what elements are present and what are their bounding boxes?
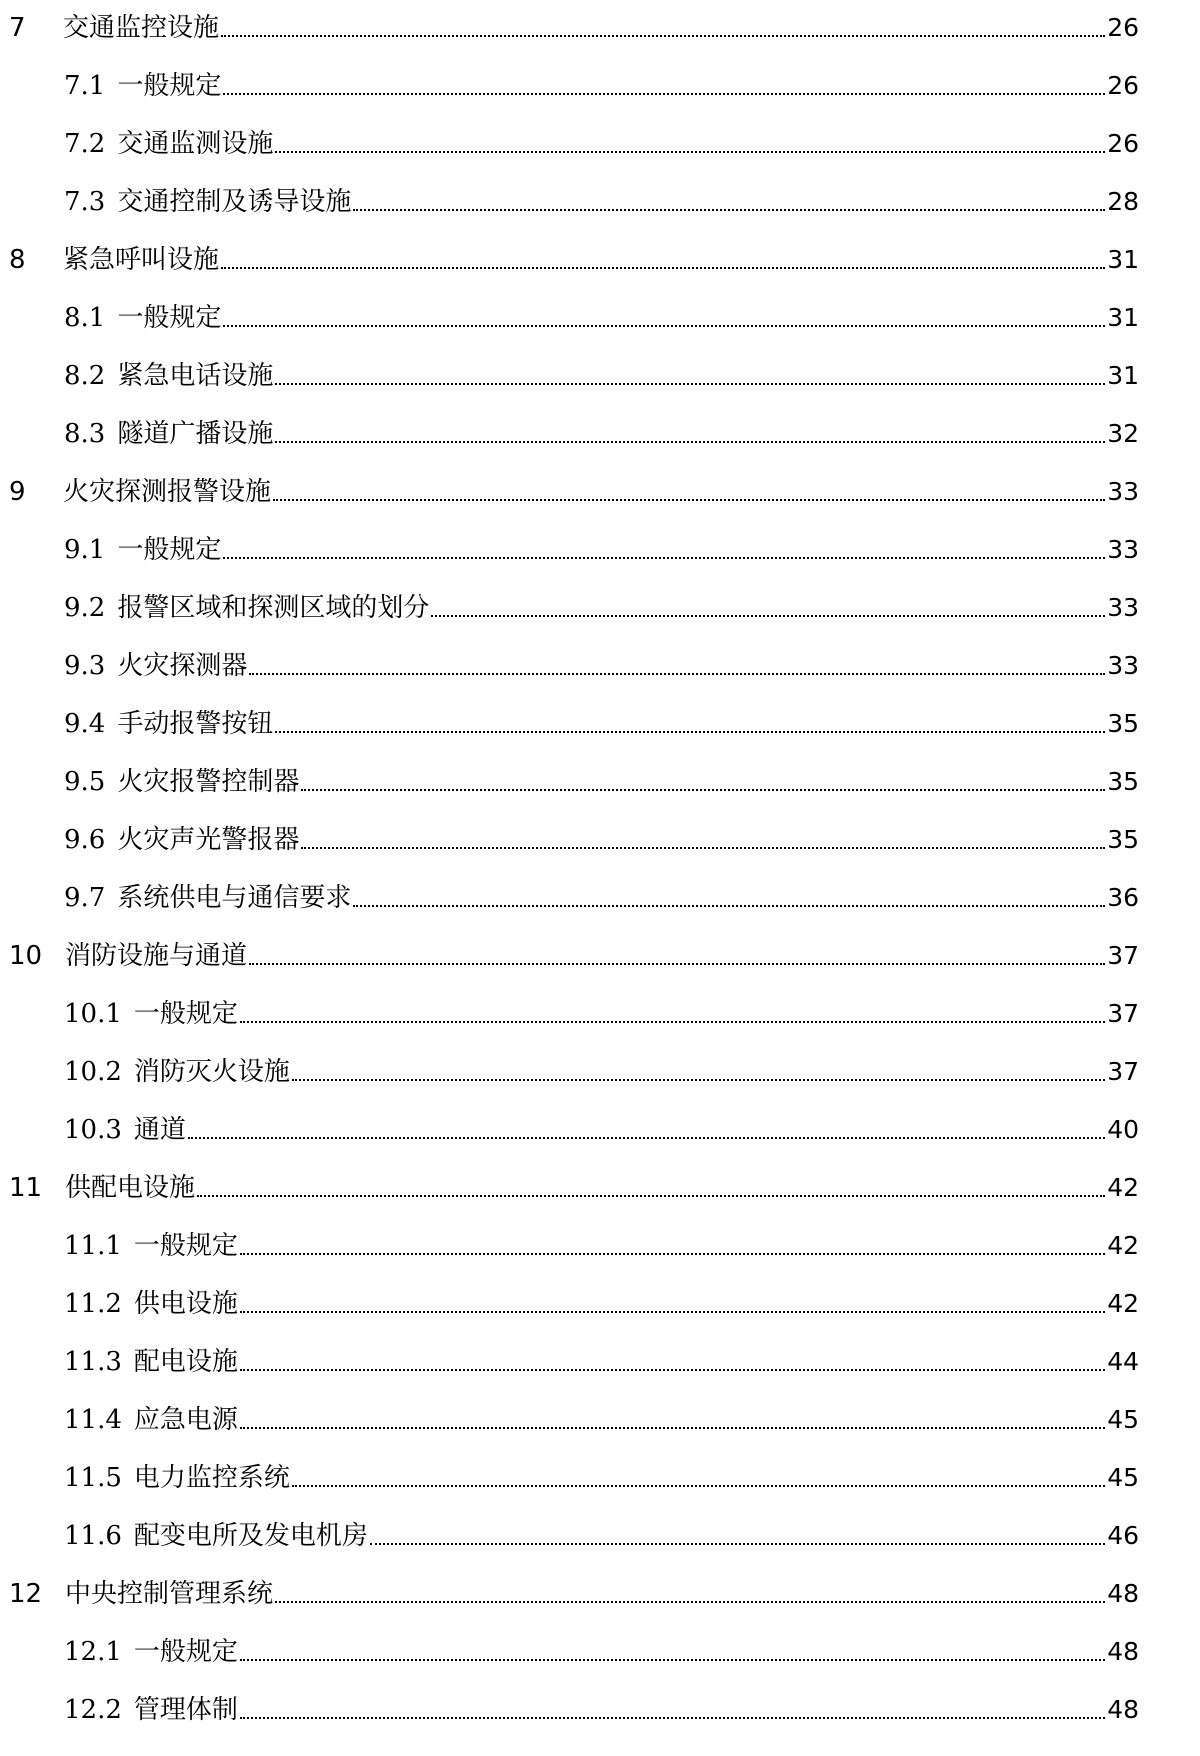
toc-entry-section[interactable] <box>64 760 1139 800</box>
toc-title: 交通监控设施 <box>63 13 220 43</box>
toc-number: 7 <box>9 13 26 43</box>
toc-entry-section[interactable] <box>64 1398 1139 1438</box>
toc-title: 隧道广播设施 <box>117 419 274 449</box>
toc-page-number: 32 <box>1107 419 1139 448</box>
toc-title: 交通监测设施 <box>117 129 274 159</box>
toc-page-number: 46 <box>1107 1521 1139 1550</box>
toc-page-number: 33 <box>1107 535 1139 564</box>
toc-entry-section[interactable] <box>64 1108 1139 1148</box>
toc-number: 10 <box>9 941 43 971</box>
toc-number: 10.2 <box>64 1057 122 1087</box>
toc-number: 11.6 <box>64 1521 122 1551</box>
toc-page-number: 48 <box>1107 1695 1139 1724</box>
dot-leader <box>197 1195 1105 1197</box>
toc-entry-chapter[interactable] <box>9 238 1139 278</box>
toc-entry-section[interactable] <box>64 586 1139 626</box>
toc-entry-section[interactable] <box>64 1630 1139 1670</box>
toc-title: 消防灭火设施 <box>133 1057 290 1087</box>
toc-entry-section[interactable] <box>64 296 1139 336</box>
toc-title: 供配电设施 <box>65 1173 196 1203</box>
toc-page-number: 35 <box>1107 825 1139 854</box>
toc-page-number: 26 <box>1107 13 1139 42</box>
toc-title: 手动报警按钮 <box>117 709 274 739</box>
toc-entry-section[interactable] <box>64 122 1139 162</box>
toc-entry-section[interactable] <box>64 1340 1139 1380</box>
toc-entry-section[interactable] <box>64 702 1139 742</box>
toc-number: 12.2 <box>64 1695 122 1725</box>
dot-leader <box>223 557 1105 559</box>
dot-leader <box>275 151 1105 153</box>
toc-number: 10.3 <box>64 1115 122 1145</box>
toc-title: 系统供电与通信要求 <box>117 883 352 913</box>
toc-entry-chapter[interactable] <box>9 470 1139 510</box>
toc-title: 紧急呼叫设施 <box>63 245 220 275</box>
toc-number: 9.3 <box>64 651 106 681</box>
toc-entry-section[interactable] <box>64 1282 1139 1322</box>
toc-page-number: 45 <box>1107 1463 1139 1492</box>
toc-title: 一般规定 <box>133 1231 238 1261</box>
toc-title: 一般规定 <box>117 71 222 101</box>
toc-title: 一般规定 <box>117 303 222 333</box>
toc-number: 8.3 <box>64 419 106 449</box>
toc-number: 11.1 <box>64 1231 122 1261</box>
toc-entry-section[interactable] <box>64 180 1139 220</box>
toc-title: 配变电所及发电机房 <box>133 1521 368 1551</box>
dot-leader <box>353 209 1105 211</box>
toc-number: 8.2 <box>64 361 106 391</box>
toc-entry-chapter[interactable] <box>9 934 1139 974</box>
toc-page-number: 48 <box>1107 1637 1139 1666</box>
dot-leader <box>275 731 1105 733</box>
toc-entry-section[interactable] <box>64 412 1139 452</box>
toc-title: 紧急电话设施 <box>117 361 274 391</box>
toc-page-number: 31 <box>1107 303 1139 332</box>
toc-entry-chapter[interactable] <box>9 1572 1139 1612</box>
toc-number: 10.1 <box>64 999 122 1029</box>
toc-page-number: 42 <box>1107 1289 1139 1318</box>
dot-leader <box>275 383 1105 385</box>
dot-leader <box>240 1021 1105 1023</box>
dot-leader <box>353 905 1105 907</box>
dot-leader <box>370 1543 1105 1545</box>
toc-title: 一般规定 <box>133 1637 238 1667</box>
toc-page-number: 26 <box>1107 71 1139 100</box>
toc-entry-section[interactable] <box>64 1688 1139 1728</box>
dot-leader <box>188 1137 1105 1139</box>
toc-page-number: 42 <box>1107 1173 1139 1202</box>
dot-leader <box>221 35 1105 37</box>
toc-number: 9.7 <box>64 883 106 913</box>
toc-page-number: 33 <box>1107 477 1139 506</box>
toc-number: 11 <box>9 1173 43 1203</box>
toc-title: 应急电源 <box>133 1405 238 1435</box>
toc-entry-section[interactable] <box>64 64 1139 104</box>
toc-title: 管理体制 <box>133 1695 238 1725</box>
toc-page-number: 31 <box>1107 361 1139 390</box>
dot-leader <box>223 325 1105 327</box>
toc-number: 8.1 <box>64 303 106 333</box>
toc-page-number: 45 <box>1107 1405 1139 1434</box>
toc-entry-section[interactable] <box>64 876 1139 916</box>
toc-title: 电力监控系统 <box>133 1463 290 1493</box>
dot-leader <box>431 615 1105 617</box>
toc-page-number: 36 <box>1107 883 1139 912</box>
toc-number: 9 <box>9 477 26 507</box>
toc-page-number: 26 <box>1107 129 1139 158</box>
toc-page-number: 44 <box>1107 1347 1139 1376</box>
toc-page-number: 37 <box>1107 941 1139 970</box>
toc-number: 9.2 <box>64 593 106 623</box>
toc-number: 11.5 <box>64 1463 122 1493</box>
dot-leader <box>292 1485 1105 1487</box>
toc-entry-section[interactable] <box>64 992 1139 1032</box>
toc-title: 中央控制管理系统 <box>65 1579 274 1609</box>
toc-page-number: 35 <box>1107 709 1139 738</box>
toc-title: 消防设施与通道 <box>65 941 248 971</box>
toc-entry-section[interactable] <box>64 1050 1139 1090</box>
toc-entry-chapter[interactable] <box>9 1166 1139 1206</box>
dot-leader <box>249 673 1105 675</box>
dot-leader <box>273 499 1105 501</box>
dot-leader <box>240 1427 1105 1429</box>
toc-title: 火灾报警控制器 <box>117 767 300 797</box>
toc-page-number: 33 <box>1107 593 1139 622</box>
toc-entry-section[interactable] <box>64 818 1139 858</box>
toc-number: 11.2 <box>64 1289 122 1319</box>
toc-title: 火灾探测器 <box>117 651 248 681</box>
dot-leader <box>301 789 1105 791</box>
toc-page-number: 28 <box>1107 187 1139 216</box>
toc-number: 7.2 <box>64 129 106 159</box>
toc-title: 配电设施 <box>133 1347 238 1377</box>
toc-title: 报警区域和探测区域的划分 <box>117 593 430 623</box>
toc-page-number: 37 <box>1107 999 1139 1028</box>
toc-number: 9.4 <box>64 709 106 739</box>
toc-number: 11.4 <box>64 1405 122 1435</box>
dot-leader <box>292 1079 1105 1081</box>
toc-title: 交通控制及诱导设施 <box>117 187 352 217</box>
dot-leader <box>240 1253 1105 1255</box>
toc-page-number: 42 <box>1107 1231 1139 1260</box>
dot-leader <box>249 963 1105 965</box>
dot-leader <box>240 1311 1105 1313</box>
dot-leader <box>301 847 1105 849</box>
toc-page-number: 35 <box>1107 767 1139 796</box>
toc-entry-section[interactable] <box>64 354 1139 394</box>
toc-number: 8 <box>9 245 26 275</box>
toc-page-number: 31 <box>1107 245 1139 274</box>
toc-page-number: 40 <box>1107 1115 1139 1144</box>
toc-entry-section[interactable] <box>64 644 1139 684</box>
dot-leader <box>223 93 1105 95</box>
dot-leader <box>275 1601 1105 1603</box>
toc-number: 7.3 <box>64 187 106 217</box>
dot-leader <box>221 267 1105 269</box>
toc-entry-section[interactable] <box>64 1224 1139 1264</box>
toc-page-number: 37 <box>1107 1057 1139 1086</box>
toc-entry-section[interactable] <box>64 1514 1139 1554</box>
toc-number: 12.1 <box>64 1637 122 1667</box>
toc-number: 9.1 <box>64 535 106 565</box>
toc-title: 火灾探测报警设施 <box>63 477 272 507</box>
dot-leader <box>240 1659 1105 1661</box>
toc-entry-section[interactable] <box>64 1456 1139 1496</box>
dot-leader <box>275 441 1105 443</box>
toc-title: 一般规定 <box>133 999 238 1029</box>
toc-page-number: 33 <box>1107 651 1139 680</box>
toc-number: 9.5 <box>64 767 106 797</box>
toc-number: 11.3 <box>64 1347 122 1377</box>
toc-title: 供电设施 <box>133 1289 238 1319</box>
toc-number: 12 <box>9 1579 43 1609</box>
toc-entry-chapter[interactable] <box>9 6 1139 46</box>
toc-number: 7.1 <box>64 71 106 101</box>
toc-entry-section[interactable] <box>64 528 1139 568</box>
toc-title: 通道 <box>133 1115 186 1145</box>
toc-page-number: 48 <box>1107 1579 1139 1608</box>
dot-leader <box>240 1369 1105 1371</box>
toc-title: 火灾声光警报器 <box>117 825 300 855</box>
dot-leader <box>240 1717 1105 1719</box>
toc-title: 一般规定 <box>117 535 222 565</box>
toc-number: 9.6 <box>64 825 106 855</box>
